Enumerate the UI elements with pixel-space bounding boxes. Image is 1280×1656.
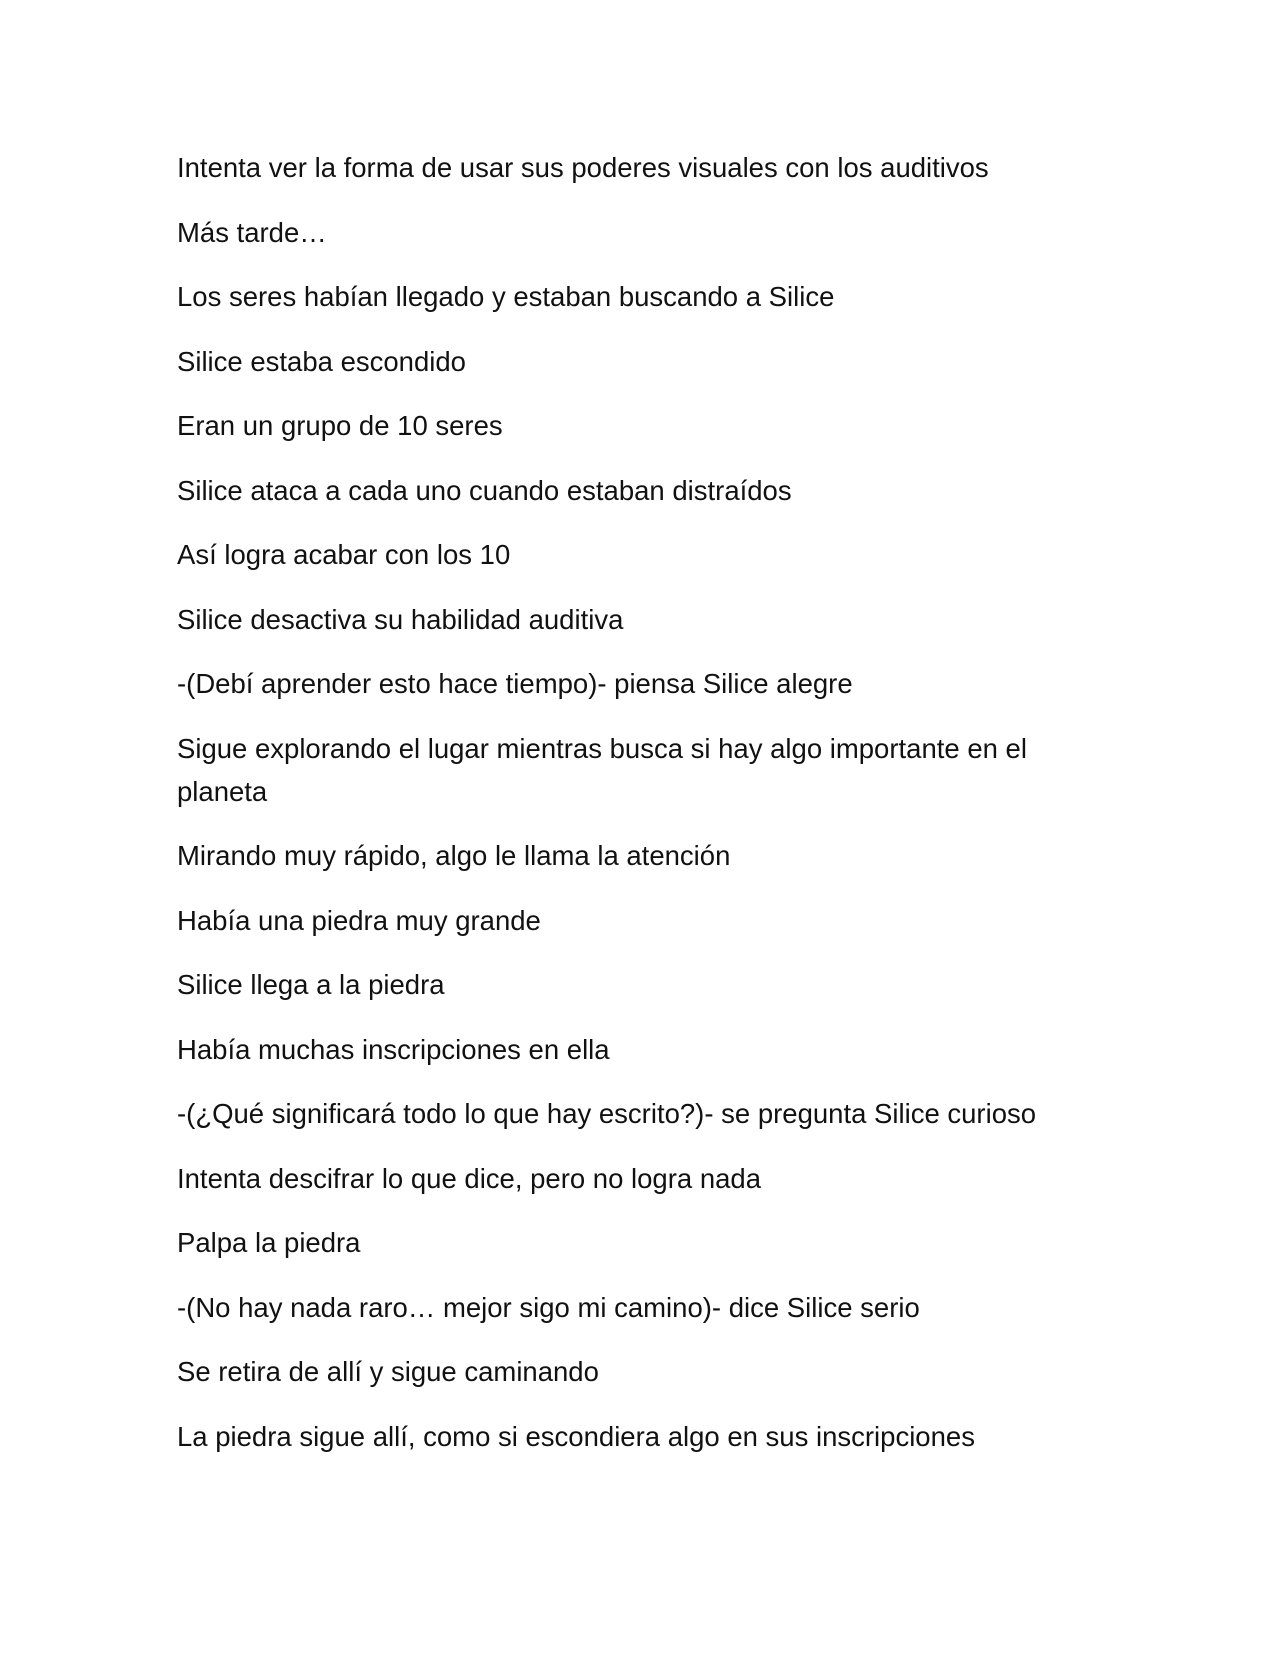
paragraph: Más tarde…: [177, 216, 327, 248]
paragraph: Intenta descifrar lo que dice, pero no logra nada: [177, 1162, 761, 1194]
paragraph: Sigue explorando el lugar mientras busca si hay algo importante en el planeta: [177, 732, 1027, 807]
paragraph: La piedra sigue allí, como si escondiera algo en sus inscripciones: [177, 1420, 975, 1452]
paragraph: -(¿Qué significará todo lo que hay escrito?)- se pregunta Silice curioso: [177, 1098, 1037, 1129]
paragraph: Había muchas inscripciones en ella: [177, 1033, 610, 1065]
paragraph: -(No hay nada raro… mejor sigo mi camino)- dice Silice serio: [177, 1291, 920, 1323]
paragraph: Silice desactiva su habilidad auditiva: [177, 603, 624, 635]
paragraph: Silice estaba escondido: [177, 345, 466, 377]
paragraph: Intenta ver la forma de usar sus poderes visuales con los auditivos: [177, 152, 989, 183]
paragraph: Así logra acabar con los 10: [177, 539, 511, 570]
paragraph: Silice ataca a cada uno cuando estaban distraídos: [177, 474, 792, 506]
paragraph: Se retira de allí y sigue caminando: [177, 1356, 599, 1387]
paragraph: Eran un grupo de 10 seres: [177, 410, 503, 441]
paragraph: Palpa la piedra: [177, 1227, 361, 1258]
paragraph: Mirando muy rápido, algo le llama la atención: [177, 840, 731, 871]
paragraph: Había una piedra muy grande: [177, 904, 541, 936]
paragraph: Los seres habían llegado y estaban buscando a Silice: [177, 281, 835, 312]
document-body: [177, 146, 1077, 1479]
paragraph: Silice llega a la piedra: [177, 969, 445, 1000]
paragraph: -(Debí aprender esto hace tiempo)- piensa Silice alegre: [177, 668, 853, 699]
